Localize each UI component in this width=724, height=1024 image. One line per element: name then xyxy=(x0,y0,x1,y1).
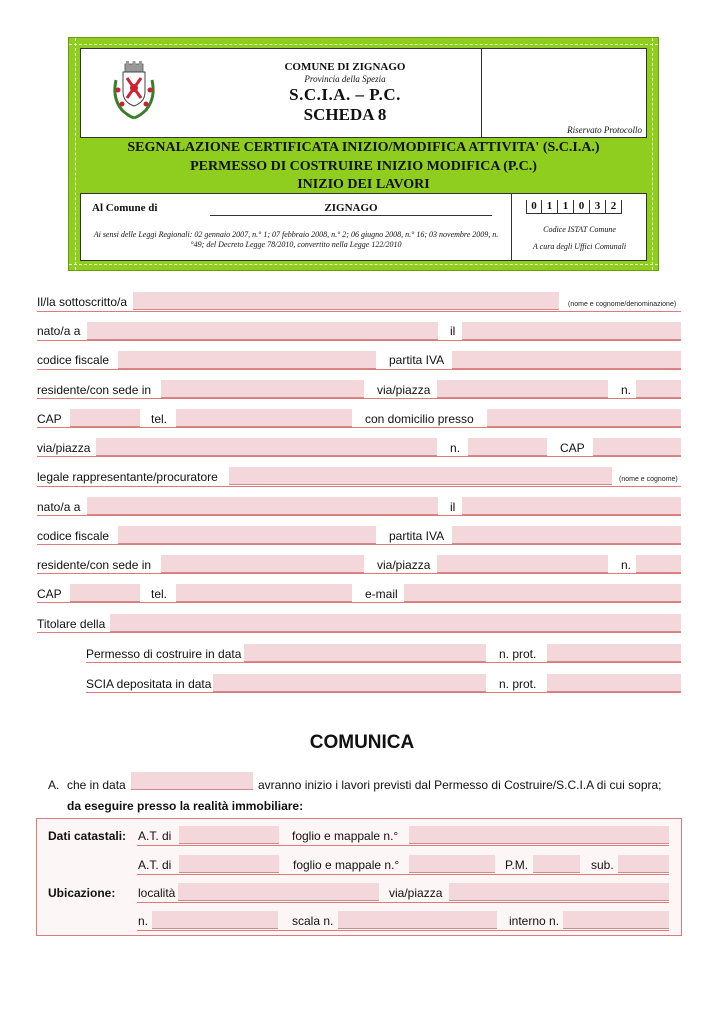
cap-label: CAP xyxy=(560,441,585,455)
n-label: n. xyxy=(450,441,461,455)
titolare-input[interactable] xyxy=(110,614,681,632)
via-label: via/piazza xyxy=(377,383,431,397)
civico-legale-input[interactable] xyxy=(636,555,681,573)
civico-domicilio-input[interactable] xyxy=(468,438,547,456)
title-line-1: SEGNALAZIONE CERTIFICATA INIZIO/MODIFICA ATTIVITA' (S.C.I.A.) xyxy=(127,140,600,155)
pm-input[interactable] xyxy=(533,855,580,873)
piva-input[interactable] xyxy=(452,351,681,369)
residente-input[interactable] xyxy=(161,380,364,398)
ubicazione-label: Ubicazione: xyxy=(48,886,116,900)
nato-label: nato/a a xyxy=(37,324,81,338)
data-legale-input[interactable] xyxy=(462,497,681,515)
scala-input[interactable] xyxy=(338,911,497,929)
interno-label: interno n. xyxy=(509,914,560,928)
row-rule xyxy=(37,486,681,487)
istat-digit: 3 xyxy=(590,200,606,214)
localita-input[interactable] xyxy=(178,883,379,901)
il-label: il xyxy=(450,324,456,338)
coat-of-arms-icon xyxy=(108,58,160,122)
row-rule xyxy=(37,456,681,457)
via-immobile-input[interactable] xyxy=(449,883,669,901)
via-label: via/piazza xyxy=(37,441,91,455)
via-domicilio-input[interactable] xyxy=(96,438,437,456)
email-input[interactable] xyxy=(404,584,681,602)
permesso-prot-input[interactable] xyxy=(547,644,681,662)
scala-label: scala n. xyxy=(292,914,334,928)
scia-data-input[interactable] xyxy=(213,674,486,692)
at-label: A.T. di xyxy=(138,858,172,872)
foglio-input[interactable] xyxy=(409,826,669,844)
scia-dep-label: SCIA depositata in data xyxy=(86,677,212,691)
n-label: n. xyxy=(621,383,632,397)
residente-label: residente/con sede in xyxy=(37,383,152,397)
data-nascita-input[interactable] xyxy=(462,322,681,340)
cap-legale-input[interactable] xyxy=(70,584,140,602)
scheda-number: SCHEDA 8 xyxy=(303,105,387,124)
foglio-input-2[interactable] xyxy=(409,855,495,873)
title-line-2: PERMESSO DI COSTRUIRE INIZIO MODIFICA (P.C.) xyxy=(190,159,537,174)
domicilio-input[interactable] xyxy=(487,409,681,427)
istat-label: Codice ISTAT Comune xyxy=(543,225,616,234)
localita-label: località xyxy=(138,886,176,900)
nato-label: nato/a a xyxy=(37,500,81,514)
form-type: S.C.I.A. – P.C. xyxy=(289,85,401,104)
tel-input[interactable] xyxy=(176,409,352,427)
sub-label: sub. xyxy=(591,858,614,872)
row-rule xyxy=(37,632,681,633)
row-rule xyxy=(137,930,669,931)
istat-digit: 0 xyxy=(526,200,542,214)
row-rule xyxy=(37,544,681,545)
row-rule xyxy=(37,311,681,312)
avranno-text: avranno inizio i lavori previsti dal Permesso di Costruire/S.C.I.A di cui sopra; xyxy=(258,778,662,792)
istat-digit: 1 xyxy=(558,200,574,214)
domicilio-label: con domicilio presso xyxy=(365,412,474,426)
istat-digit: 2 xyxy=(606,200,622,214)
che-in-data-label: che in data xyxy=(67,778,126,792)
permesso-label: Permesso di costruire in data xyxy=(86,647,242,661)
n-label: n. xyxy=(621,558,632,572)
row-rule xyxy=(137,874,669,875)
row-rule xyxy=(37,427,681,428)
at-input[interactable] xyxy=(179,826,279,844)
legal-reference: Ai sensi delle Leggi Regionali: 02 gennaio 2007, n.° 1; 07 febbraio 2008, n.° 2; 06 giugno 2008, n.° 16; 03 novembre 2009, n.°49; del Decreto Legge 78/2010, convertito nella Legge 122/2010 xyxy=(93,230,499,249)
nome-note: (nome e cognome/denominazione) xyxy=(568,301,677,308)
tel-legale-input[interactable] xyxy=(176,584,352,602)
cf-label: codice fiscale xyxy=(37,353,110,367)
foglio-label: foglio e mappale n.° xyxy=(293,858,400,872)
row-rule xyxy=(37,602,681,603)
sottoscritto-label: Il/la sottoscritto/a xyxy=(37,295,128,309)
row-rule xyxy=(86,662,681,663)
at-input-2[interactable] xyxy=(179,855,279,873)
dati-catastali-label: Dati catastali: xyxy=(48,829,127,843)
civico-input[interactable] xyxy=(636,380,681,398)
istat-code xyxy=(526,200,622,214)
n-label: n. xyxy=(138,914,149,928)
piva-label: partita IVA xyxy=(389,353,445,367)
cap-input[interactable] xyxy=(70,409,140,427)
inizio-data-input[interactable] xyxy=(131,772,253,790)
nome-note: (nome e cognome) xyxy=(619,476,678,483)
interno-input[interactable] xyxy=(563,911,669,929)
cf-legale-input[interactable] xyxy=(118,526,376,544)
cf-label: codice fiscale xyxy=(37,529,110,543)
comune-name: COMUNE DI ZIGNAGO xyxy=(284,61,406,73)
scia-prot-input[interactable] xyxy=(547,674,681,692)
istat-digit: 1 xyxy=(542,200,558,214)
al-comune-label: Al Comune di xyxy=(92,202,158,214)
residente-legale-input[interactable] xyxy=(161,555,364,573)
row-rule xyxy=(37,398,681,399)
email-label: e-mail xyxy=(365,587,398,601)
row-rule xyxy=(37,369,681,370)
titolare-label: Titolare della xyxy=(37,617,106,631)
row-rule xyxy=(86,692,681,693)
al-comune-value: ZIGNAGO xyxy=(210,202,492,216)
nato-legale-input[interactable] xyxy=(87,497,438,515)
comunica-title: COMUNICA xyxy=(309,732,415,753)
sub-input[interactable] xyxy=(618,855,669,873)
legale-input[interactable] xyxy=(229,467,612,485)
via-input[interactable] xyxy=(437,380,608,398)
row-rule xyxy=(137,902,669,903)
cap-domicilio-input[interactable] xyxy=(593,438,681,456)
permesso-data-input[interactable] xyxy=(244,644,486,662)
title-line-3: INIZIO DEI LAVORI xyxy=(297,177,430,192)
via-legale-input[interactable] xyxy=(437,555,608,573)
at-label: A.T. di xyxy=(138,829,172,843)
row-rule xyxy=(37,573,681,574)
legale-label: legale rappresentante/procuratore xyxy=(37,470,218,484)
civico-immobile-input[interactable] xyxy=(152,911,278,929)
item-a-label: A. xyxy=(48,778,60,792)
cap-label: CAP xyxy=(37,587,62,601)
via-label: via/piazza xyxy=(389,886,443,900)
cap-label: CAP xyxy=(37,412,62,426)
foglio-label: foglio e mappale n.° xyxy=(292,829,399,843)
istat-digit: 0 xyxy=(574,200,590,214)
row-rule xyxy=(137,845,669,846)
piva-label: partita IVA xyxy=(389,529,445,543)
sottoscritto-input[interactable] xyxy=(133,292,559,310)
row-rule xyxy=(37,515,681,516)
nato-input[interactable] xyxy=(87,322,438,340)
cf-input[interactable] xyxy=(118,351,376,369)
prot-label: n. prot. xyxy=(499,677,537,691)
residente-label: residente/con sede in xyxy=(37,558,152,572)
tel-label: tel. xyxy=(151,587,168,601)
il-label: il xyxy=(450,500,456,514)
pm-label: P.M. xyxy=(505,858,529,872)
row-rule xyxy=(37,340,681,341)
prot-label: n. prot. xyxy=(499,647,537,661)
piva-legale-input[interactable] xyxy=(452,526,681,544)
tel-label: tel. xyxy=(151,412,168,426)
via-label: via/piazza xyxy=(377,558,431,572)
istat-cura: A cura degli Uffici Comunali xyxy=(532,242,627,251)
riservato-protocollo: Riservato Protocollo xyxy=(567,125,642,135)
provincia: Provincia della Spezia xyxy=(304,74,386,84)
da-eseguire-text: da eseguire presso la realità immobiliare: xyxy=(67,799,304,813)
